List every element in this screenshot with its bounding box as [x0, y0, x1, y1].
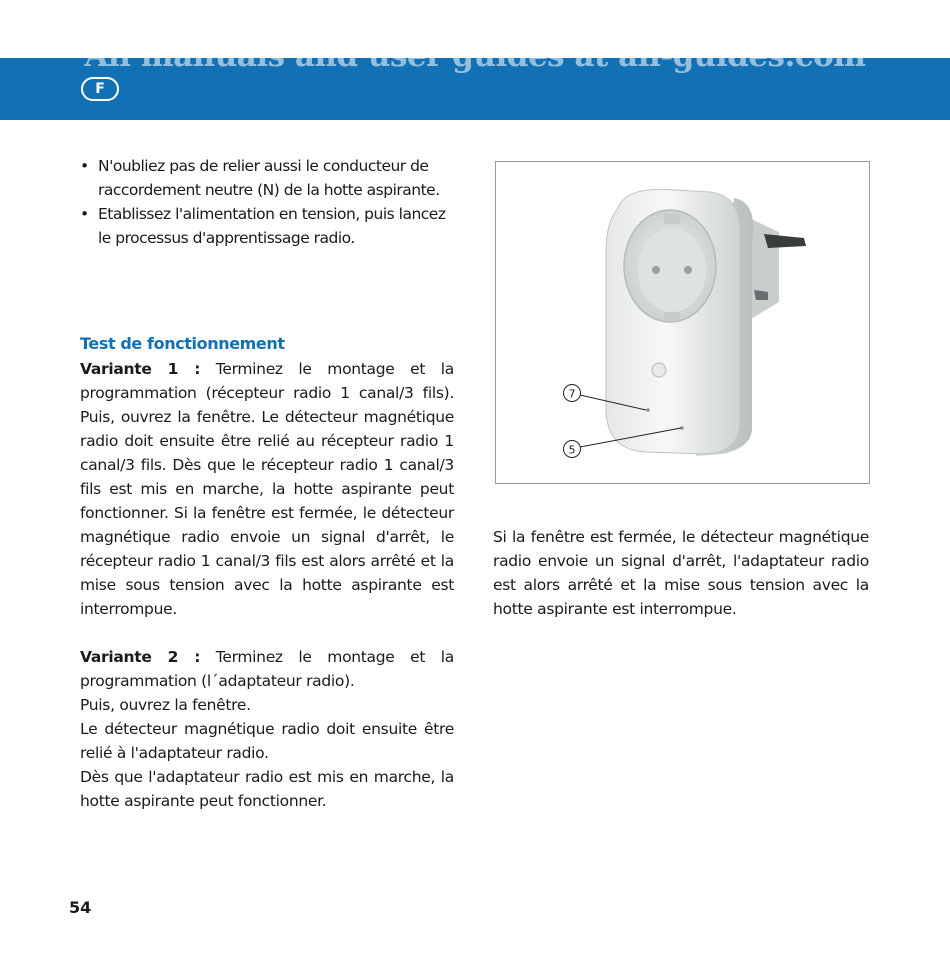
earth-clip — [664, 214, 680, 224]
watermark: All manuals and user guides at all-guides.com — [84, 38, 866, 74]
variante-2-line: Dès que l'adaptateur radio est mis en marche, la hotte aspirante peut fonctionner. — [80, 768, 454, 810]
variante-1-paragraph — [80, 357, 454, 621]
socket-hole-icon — [684, 266, 692, 274]
right-paragraph: Si la fenêtre est fermée, le détecteur magnétique radio envoie un signal d'arrêt, l'adaptateur radio est alors arrêté et la mise sous tension avec la hotte aspirante est interrompue. — [493, 528, 869, 618]
variante-2-text: Terminez le montage et la programmation (l´adaptateur radio). — [80, 648, 454, 690]
list-item: • Etablissez l'alimentation en tension, puis lancez le processus d'apprentissage radio. — [80, 202, 460, 250]
led-indicator-icon — [646, 408, 650, 412]
adapter-figure — [495, 161, 870, 484]
radio-adapter-illustration — [496, 162, 869, 483]
socket-inner — [638, 228, 706, 312]
callout-7-label: 7 — [568, 387, 576, 401]
variante-2-label: Variante 2 : — [80, 648, 201, 666]
callout-5-label: 5 — [568, 443, 576, 457]
variante-1-label: Variante 1 : — [80, 360, 201, 378]
variante-1-text: Terminez le montage et la programmation (récepteur radio 1 canal/3 fils). Puis, ouvrez la fenêtre. Le détecteur magnétique radio doit ensuite être relié au récepteur radio 1 canal/3 fils. Dès que le récepteur radio 1 canal/3 fils est mis en marche, la hotte aspirante peut fonctionner. Si la fenêtre est fermée, le détecteur magnétique radio envoie un signal d'arrêt, le récepteur radio 1 canal/3 fils est alors arrêté et la mise sous tension avec la hotte aspirante est interrompue. — [80, 360, 454, 618]
instruction-list — [80, 154, 460, 250]
variante-2-paragraph — [80, 645, 454, 693]
earth-clip — [664, 312, 680, 320]
pairing-button-icon — [652, 363, 666, 377]
socket-hole-icon — [652, 266, 660, 274]
left-column — [80, 357, 454, 813]
page-number: 54 — [69, 898, 92, 917]
list-item: • N'oubliez pas de relier aussi le conducteur de raccordement neutre (N) de la hotte aspirante. — [80, 154, 460, 202]
plug-pin-icon — [764, 234, 806, 248]
variante-2-line: Le détecteur magnétique radio doit ensuite être relié à l'adaptateur radio. — [80, 720, 454, 762]
variante-2-line: Puis, ouvrez la fenêtre. — [80, 696, 251, 714]
section-title: Test de fonctionnement — [80, 334, 285, 353]
language-badge: F — [81, 77, 119, 101]
